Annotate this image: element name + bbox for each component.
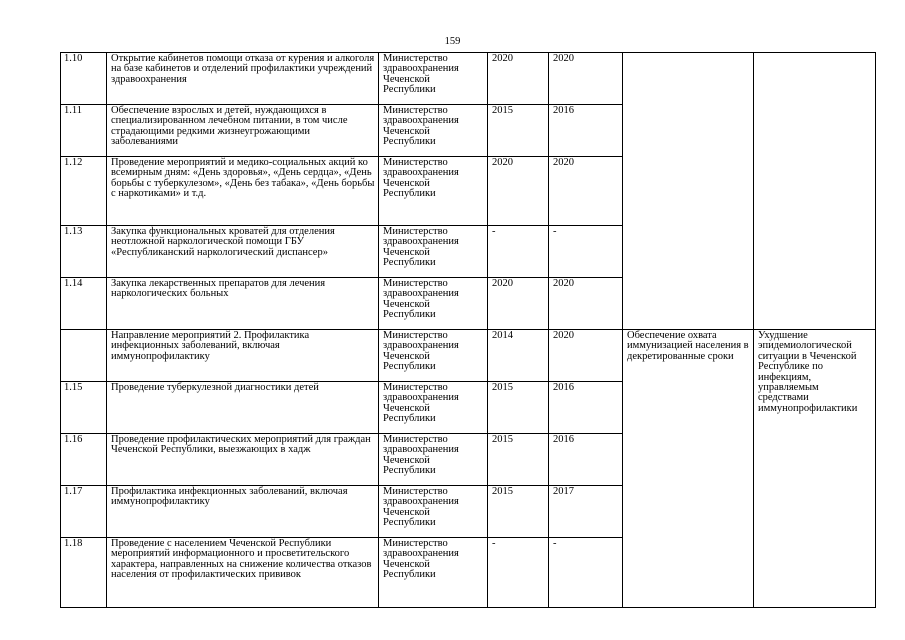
start-year: 2020 bbox=[488, 278, 549, 330]
measure-text: Проведение профилактических мероприятий для граждан Чеченской Республики, выезжающих в хадж bbox=[107, 434, 379, 486]
executor: Министерство здравоохранения Чеченской Республики bbox=[379, 382, 488, 434]
row-number: 1.15 bbox=[61, 382, 107, 434]
row-number: 1.12 bbox=[61, 157, 107, 226]
end-year: 2016 bbox=[549, 434, 623, 486]
end-year: 2020 bbox=[549, 157, 623, 226]
measure-text: Профилактика инфекционных заболеваний, включая иммунопрофилактику bbox=[107, 486, 379, 538]
consequence-cell-empty bbox=[754, 53, 876, 330]
end-year: 2020 bbox=[549, 278, 623, 330]
measures-table bbox=[60, 52, 876, 608]
measure-text: Проведение туберкулезной диагностики детей bbox=[107, 382, 379, 434]
end-year: 2016 bbox=[549, 382, 623, 434]
result-cell-empty bbox=[623, 53, 754, 330]
executor: Министерство здравоохранения Чеченской Республики bbox=[379, 434, 488, 486]
end-year: - bbox=[549, 226, 623, 278]
end-year: 2017 bbox=[549, 486, 623, 538]
measure-text: Открытие кабинетов помощи отказа от курения и алкоголя на базе кабинетов и отделений профилактики учреждений здравоохранения bbox=[107, 53, 379, 105]
start-year: 2020 bbox=[488, 157, 549, 226]
start-year: 2015 bbox=[488, 105, 549, 157]
expected-result: Обеспечение охвата иммунизацией населения в декретированные сроки bbox=[623, 330, 754, 608]
start-year: 2015 bbox=[488, 486, 549, 538]
start-year: 2020 bbox=[488, 53, 549, 105]
executor: Министерство здравоохранения Чеченской Республики bbox=[379, 330, 488, 382]
measure-text: Направление мероприятий 2. Профилактика инфекционных заболеваний, включая иммунопрофилактику bbox=[107, 330, 379, 382]
executor: Министерство здравоохранения Чеченской Республики bbox=[379, 105, 488, 157]
measure-text: Закупка функциональных кроватей для отделения неотложной наркологической помощи ГБУ «Республиканский наркологический диспансер» bbox=[107, 226, 379, 278]
consequence: Ухудшение эпидемиологической ситуации в Чеченской Республике по инфекциям, управляемым средствами иммунопрофилактики bbox=[754, 330, 876, 608]
row-number: 1.18 bbox=[61, 538, 107, 608]
end-year: 2020 bbox=[549, 53, 623, 105]
start-year: 2015 bbox=[488, 382, 549, 434]
start-year: - bbox=[488, 538, 549, 608]
start-year: 2014 bbox=[488, 330, 549, 382]
start-year: - bbox=[488, 226, 549, 278]
start-year: 2015 bbox=[488, 434, 549, 486]
row-number: 1.17 bbox=[61, 486, 107, 538]
executor: Министерство здравоохранения Чеченской Республики bbox=[379, 278, 488, 330]
end-year: 2020 bbox=[549, 330, 623, 382]
row-number: 1.13 bbox=[61, 226, 107, 278]
row-number: 1.11 bbox=[61, 105, 107, 157]
row-number: 1.14 bbox=[61, 278, 107, 330]
measure-text: Проведение с населением Чеченской Республики мероприятий информационного и просветительского характера, направленных на снижение количества отказов населения от профилактических прививок bbox=[107, 538, 379, 608]
page-number: 159 bbox=[444, 36, 461, 47]
executor: Министерство здравоохранения Чеченской Республики bbox=[379, 226, 488, 278]
table-row bbox=[61, 53, 876, 105]
row-number: 1.10 bbox=[61, 53, 107, 105]
row-number: 1.16 bbox=[61, 434, 107, 486]
executor: Министерство здравоохранения Чеченской Республики bbox=[379, 53, 488, 105]
measure-text: Обеспечение взрослых и детей, нуждающихся в специализированном лечебном питании, в том числе страдающими редкими жизнеугрожающими заболеваниями bbox=[107, 105, 379, 157]
measure-text: Проведение мероприятий и медико-социальных акций ко всемирным дням: «День здоровья», «День сердца», «День борьбы с туберкулезом», «День без табака», «День борьбы с наркотиками» и т.д. bbox=[107, 157, 379, 226]
end-year: - bbox=[549, 538, 623, 608]
executor: Министерство здравоохранения Чеченской Республики bbox=[379, 538, 488, 608]
measure-text: Закупка лекарственных препаратов для лечения наркологических больных bbox=[107, 278, 379, 330]
executor: Министерство здравоохранения Чеченской Республики bbox=[379, 486, 488, 538]
executor: Министерство здравоохранения Чеченской Республики bbox=[379, 157, 488, 226]
table-row bbox=[61, 330, 876, 382]
end-year: 2016 bbox=[549, 105, 623, 157]
row-number bbox=[61, 330, 107, 382]
